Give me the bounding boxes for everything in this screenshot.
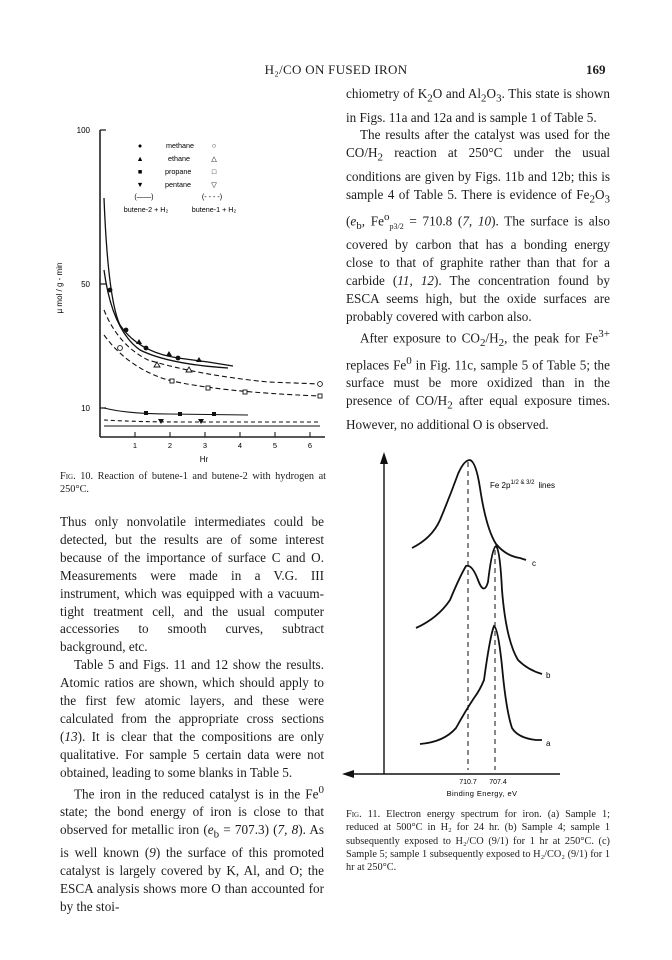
point-methane-open	[118, 346, 123, 351]
spectrum-curve-a	[420, 626, 542, 744]
y-axis-label: µ mol / g - min	[55, 262, 64, 314]
legend-marker: ○	[211, 141, 217, 150]
series-lower	[104, 408, 320, 426]
point-propane	[144, 411, 148, 415]
caption-label: Fig. 10.	[60, 471, 94, 482]
curve-ethane-butene1	[104, 335, 320, 396]
x-tick-label: 6	[307, 441, 313, 450]
legend-marker: △	[211, 154, 217, 163]
figure-11-caption	[346, 808, 610, 874]
series-dashed-upper	[104, 310, 320, 396]
legend-marker: ■	[137, 167, 143, 176]
x-tick-label: 710.7	[459, 779, 477, 786]
point-methane	[108, 288, 113, 293]
legend	[124, 141, 237, 214]
spectrum-curve-c	[412, 460, 526, 560]
x-tick-label: 707.4	[489, 779, 507, 786]
paragraph: chiometry of $K_2O$ and $Al_2O_3$. This state is shown in Figs. 11a and 12a and is sample 1 of Table 5.	[346, 86, 611, 125]
curve-label-c: c	[532, 559, 536, 568]
y-tick-label: 100	[76, 126, 90, 135]
figure-11-spectrum	[340, 440, 602, 802]
point-propane-open	[206, 386, 210, 390]
right-column-text	[346, 85, 610, 433]
caption-text: Electron energy spectrum for iron. (a) Sample 1; reduced at 500°C in H₂ for 24 hr. (b) Sample 4; sample 1 subsequently exposed to H₂/CO (9/1) for 1 hr at 250°C. (c) Sample 5; sample 1 subsequently exposed to H₂/CO₂ (9/1) for 1 hr at 250°C.	[346, 809, 610, 874]
point-propane	[212, 412, 216, 416]
legend-label: methane	[166, 141, 194, 150]
legend-label: ethane	[168, 154, 190, 163]
x-axis-label: Binding Energy, eV	[446, 789, 518, 798]
legend-marker: ▲	[136, 154, 144, 163]
point-methane-open	[318, 382, 323, 387]
point-ethane-open	[154, 362, 160, 367]
left-column-text	[60, 513, 324, 916]
x-tick-label: 1	[132, 441, 138, 450]
y-axis-arrowhead	[380, 452, 388, 464]
curve-label-b: b	[546, 671, 551, 680]
point-propane-open	[243, 390, 247, 394]
point-methane	[144, 346, 149, 351]
point-propane-open	[170, 379, 174, 383]
legend-label: pentane	[165, 180, 191, 189]
spectrum-curve-b	[416, 546, 542, 674]
legend-marker: ●	[137, 141, 143, 150]
y-tick-label: 50	[81, 280, 90, 289]
paragraph: The results after the catalyst was used for the $CO/H_2$ reaction at 250°C under the usual conditions are given by Figs. 11b and 12b; this is sample 4 of Table 5. There is evidence of $Fe_2O_3$ ($e_b$, $Fe^o_{p3/2} = 710.8$ (7, 10). The surface is also covered by carbon that has a bonding energy close to that of graphite rather than that for a carbide (11, 12). The concentration found by ESCA seems high, but the oxide surfaces are probably covered with carbon also.	[346, 127, 611, 324]
curve-ethane-butene2	[104, 270, 228, 368]
figure-10-chart	[48, 120, 338, 465]
paragraph: The iron in the reduced catalyst is in the Fe$^0$ state; the bond energy of iron is close to that observed for metallic iron $(e_b = 707.3)$ (7, 8). As is well known (9) the surface of this promoted catalyst is largely covered by K, Al, and O; the ESCA analysis shows more O than accounted for by the stoi-	[60, 783, 324, 915]
y-tick-label: 10	[81, 404, 90, 413]
point-ethane	[196, 357, 202, 362]
curve-label-a: a	[546, 739, 551, 748]
figure-10-caption	[60, 470, 326, 497]
caption-label: Fig. 11.	[346, 809, 381, 820]
point-ethane	[166, 351, 172, 356]
running-head-title: H₂/CO ON FUSED IRON	[264, 62, 408, 77]
point-methane	[176, 356, 181, 361]
point-ethane	[136, 339, 142, 344]
page-number: 169	[586, 62, 606, 77]
x-tick-label: 2	[167, 441, 173, 450]
x-axis-label: Hr	[199, 455, 209, 464]
legend-group-solid: butene-2 + H₂	[123, 205, 169, 214]
legend-marker: □	[211, 167, 217, 176]
legend-line-solid: (——)	[134, 192, 154, 201]
point-propane-open	[318, 394, 322, 398]
series-solid-upper	[104, 198, 233, 368]
point-methane	[124, 328, 129, 333]
paragraph: Thus only nonvolatile intermediates could be detected, but the results are of some interest because of the importance of surface C and O. Measurements were made in a V.G. III instrument, which was equipped with a vacuum-tight treatment cell, and the usual computer accessories to smooth curves, subtract background, etc.	[60, 514, 324, 655]
caption-text: Reaction of butene-1 and butene-2 with hydrogen at 250°C.	[60, 471, 326, 496]
paragraph: After exposure to $CO_2/H_2$, the peak for $Fe^{3+}$ replaces Fe$^0$ in Fig. 11c, sample 5 of Table 5; the surface must be more oxidized than in the presence of $CO/H_2$ after equal exposure times. However, no additional O is observed.	[346, 327, 610, 432]
lines-label: Fe $2p^{1/2 \& 3/2}$ lines	[490, 480, 555, 490]
legend-marker: ▽	[211, 180, 217, 189]
y-tick-marks	[100, 130, 106, 408]
legend-group-dashed: butene-1 + H₂	[191, 205, 237, 214]
x-tick-label: 5	[272, 441, 278, 450]
legend-label: propane	[165, 167, 192, 176]
x-tick-label: 3	[202, 441, 208, 450]
running-head	[0, 62, 672, 82]
paragraph: Table 5 and Figs. 11 and 12 show the results. Atomic ratios are shown, which should apply to the first few atomic layers, and these were calculated from the appropriate cross sections (13). It is clear that the compositions are only qualitative. For sample 5 certain data were not obtained, leading to some blanks in Table 5.	[60, 657, 324, 780]
x-tick-label: 4	[237, 441, 243, 450]
curve-propane	[104, 408, 248, 415]
legend-line-dashed: (- - - -)	[201, 192, 223, 201]
legend-marker: ▼	[136, 180, 144, 189]
x-axis-arrowhead	[342, 770, 354, 778]
curve-pentane	[104, 420, 320, 422]
point-propane	[178, 412, 182, 416]
